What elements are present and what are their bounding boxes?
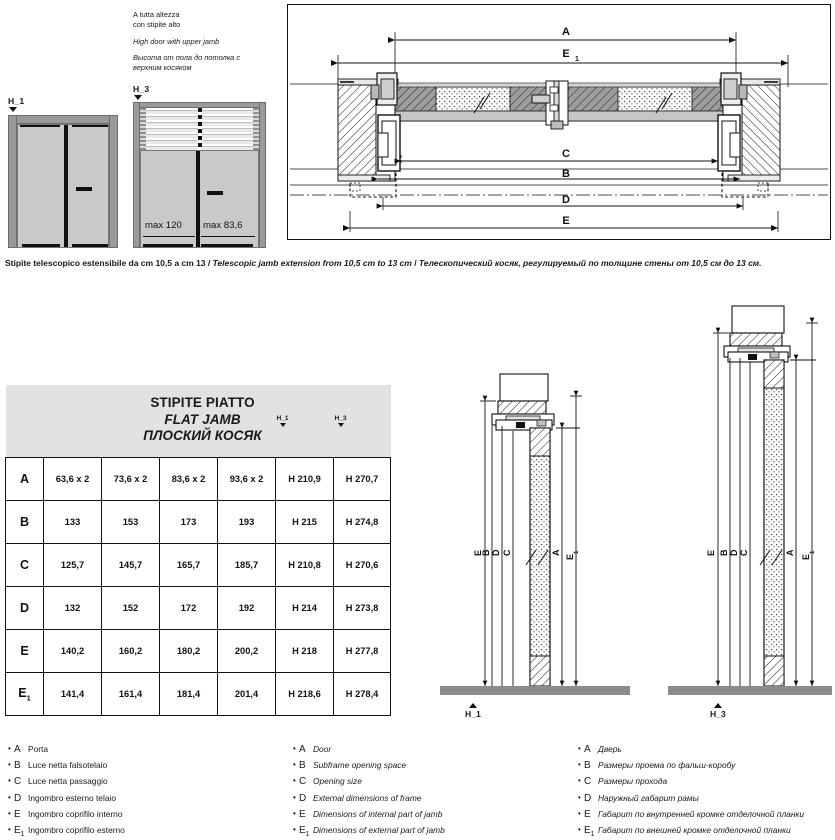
legend-text: Dimensions of internal part of jamb xyxy=(313,808,443,819)
legend-text: Дверь xyxy=(598,744,622,754)
flat-jamb-spec-table xyxy=(5,385,390,716)
table-cell: 165,7 xyxy=(160,544,218,587)
legend-text: Размеры проема по фальш-коробу xyxy=(598,760,736,771)
table-cell: 145,7 xyxy=(102,544,160,587)
table-cell: H 218 xyxy=(276,630,334,673)
bullet-icon: • xyxy=(8,760,11,770)
table-cell: H 270,6 xyxy=(334,544,391,587)
table-cell: 125,7 xyxy=(44,544,102,587)
table-col-marker-h3 xyxy=(320,415,362,427)
v1-dim-C: C xyxy=(502,549,512,556)
legend-item xyxy=(293,823,573,840)
v1-dim-D: D xyxy=(491,549,501,556)
legend-text: Наружный габарит рамы xyxy=(598,792,699,803)
legend-item xyxy=(578,791,835,807)
legend-english xyxy=(293,742,573,840)
legend-item xyxy=(293,791,573,807)
door1-top-shadow-right xyxy=(72,125,108,127)
legend-italian xyxy=(8,742,288,840)
table-cell: 153 xyxy=(102,501,160,544)
dim-label-E1-top-sub: 1 xyxy=(575,56,579,63)
door2-panels xyxy=(140,150,259,248)
bullet-icon: • xyxy=(8,824,11,834)
vertical-section-1-foot-label: H_1 xyxy=(465,709,481,719)
v2-dim-C: C xyxy=(739,549,749,556)
bullet-icon: • xyxy=(578,808,581,818)
legend-key: C xyxy=(584,776,592,788)
down-triangle-icon xyxy=(280,423,286,427)
table-row-key: A xyxy=(6,458,44,501)
legend-key: E xyxy=(299,808,306,820)
legend-key: E xyxy=(14,808,21,820)
table-cell: H 210,9 xyxy=(276,458,334,501)
door1-bottom-left xyxy=(22,244,60,247)
door1-frame-top xyxy=(8,115,118,124)
bullet-icon: • xyxy=(8,792,11,802)
bullet-icon: • xyxy=(578,824,581,834)
up-triangle-icon xyxy=(469,703,477,708)
bullet-icon: • xyxy=(578,744,581,753)
table-cell: 172 xyxy=(160,587,218,630)
legend-item xyxy=(8,774,288,790)
legend-item xyxy=(8,823,288,840)
door2-bottom-left xyxy=(143,244,193,247)
legend-key: D xyxy=(584,792,592,804)
legend-key: A xyxy=(584,744,591,755)
legend-key: D xyxy=(299,792,307,804)
table-cell: H 278,4 xyxy=(334,673,391,716)
legend-key: $E_1$ xyxy=(584,824,595,838)
bullet-icon: • xyxy=(293,744,296,753)
table-cell: 133 xyxy=(44,501,102,544)
table-row-key: D xyxy=(6,587,44,630)
legend-key: $E_1$ xyxy=(299,824,310,838)
table-body xyxy=(6,458,391,716)
v1-dim-E: E xyxy=(473,549,483,556)
legend-text: External dimensions of frame xyxy=(313,792,422,803)
door2-center-split xyxy=(196,151,200,247)
table-cell: 185,7 xyxy=(218,544,276,587)
legend-russian xyxy=(578,742,835,840)
table-row xyxy=(6,673,391,716)
door1-top-shadow-left xyxy=(20,125,60,127)
v1-dim-B: B xyxy=(481,549,491,556)
vertical-section-2-svg xyxy=(660,288,835,728)
legend-text: Габарит по внешней кромке отделочной планки xyxy=(598,824,791,835)
door1-panels xyxy=(17,124,109,248)
table-cell: 132 xyxy=(44,587,102,630)
legend-key: E xyxy=(584,808,591,820)
table-cell: 93,6 x 2 xyxy=(218,458,276,501)
blind-post-center xyxy=(198,108,202,150)
caption-ru: Телескопический косяк, регулируемый по толщине стены от 10,5 см до 13 см. xyxy=(418,258,762,268)
bullet-icon: • xyxy=(8,808,11,818)
down-triangle-icon xyxy=(134,95,142,100)
legend-text: Ingombro coprifilo esterno xyxy=(28,824,125,835)
legend-text: Opening size xyxy=(313,776,362,787)
table-cell: 192 xyxy=(218,587,276,630)
caption-sep-1: / xyxy=(205,258,213,268)
vertical-section-2-foot-label: H_3 xyxy=(710,709,726,719)
table-cell: 63,6 x 2 xyxy=(44,458,102,501)
down-triangle-icon xyxy=(9,107,17,112)
table-row xyxy=(6,630,391,673)
bullet-icon: • xyxy=(293,808,296,818)
telescopic-jamb-caption xyxy=(5,258,833,268)
max-right-label: max 83,6 xyxy=(203,220,243,231)
legend-key: D xyxy=(14,792,22,804)
caption-it: Stipite telescopico estensibile da cm 10,5 a cm 13 xyxy=(5,258,206,268)
vertical-section-2-foot-marker xyxy=(710,703,726,719)
table-cell: 140,2 xyxy=(44,630,102,673)
note-ru-line1: Высота от пола до потолка с xyxy=(133,53,241,63)
note-ru-line2: верхним косяком xyxy=(133,63,192,73)
door2-handle-icon xyxy=(207,191,223,195)
table-row-key: C xyxy=(6,544,44,587)
v1-dim-A: A xyxy=(551,549,561,556)
door2-upper-jamb-blinds xyxy=(140,108,259,150)
table-cell: H 270,7 xyxy=(334,458,391,501)
dim-label-B: B xyxy=(562,168,570,180)
table-cell: 73,6 x 2 xyxy=(102,458,160,501)
note-it-line2: con stipite alto xyxy=(133,19,181,29)
v2-dim-D: D xyxy=(729,549,739,556)
right-jamb-assembly xyxy=(718,73,780,197)
door1-frame-right xyxy=(109,115,118,248)
door2-dim-line-right xyxy=(201,236,255,237)
horizontal-section-svg xyxy=(288,5,830,239)
bullet-icon: • xyxy=(293,760,296,770)
door1-bottom-right xyxy=(72,244,108,247)
door1-height-marker xyxy=(8,96,24,112)
table-cell: H 210,8 xyxy=(276,544,334,587)
table-title-it: STIPITE PIATTO xyxy=(150,395,255,410)
legend-item xyxy=(293,807,573,823)
legend-key: A xyxy=(299,744,306,755)
legend-text: Porta xyxy=(28,744,49,754)
v1-dim-E1-sub: 1 xyxy=(574,550,580,554)
legend-key: C xyxy=(299,776,307,788)
legend-item xyxy=(8,807,288,823)
v2-dim-E1-sub: 1 xyxy=(810,550,816,554)
vertical-section-1-foot-marker xyxy=(465,703,481,719)
caption-en: Telescopic jamb extension from 10,5 cm to 13 cm xyxy=(212,258,412,268)
dim-label-E1-top: E xyxy=(562,48,570,60)
v2-dim-B: B xyxy=(719,549,729,556)
door1-frame-left xyxy=(8,115,17,248)
bullet-icon: • xyxy=(578,760,581,770)
v2-dim-E: E xyxy=(706,549,716,556)
door2-frame-right xyxy=(259,102,266,248)
table-col-marker-h3-label: H_3 xyxy=(334,415,347,422)
table-row-key: E xyxy=(6,630,44,673)
bullet-icon: • xyxy=(293,792,296,802)
left-jamb-assembly xyxy=(338,73,400,197)
legend-item xyxy=(578,823,835,840)
legend-text: Luce netta passaggio xyxy=(28,776,108,787)
legend-text: Dimensions of external part of jamb xyxy=(313,824,445,835)
table-row xyxy=(6,501,391,544)
table-cell: 161,4 xyxy=(102,673,160,716)
bullet-icon: • xyxy=(8,744,11,753)
legend-text: Габарит по внутренней кромке отделочной планки xyxy=(598,808,805,819)
table-col-marker-h1 xyxy=(262,415,304,427)
note-it-line1: A tutta altezza xyxy=(133,10,180,19)
door1-handle-icon xyxy=(76,187,92,191)
table-row-key: B xyxy=(6,501,44,544)
dim-label-D: D xyxy=(562,194,570,206)
table-cell: 201,4 xyxy=(218,673,276,716)
door2-dim-line-left xyxy=(143,236,195,237)
horizontal-cross-section-drawing xyxy=(287,4,831,240)
legend-item xyxy=(8,742,288,758)
legend-key: A xyxy=(14,744,21,755)
door2-frame-left xyxy=(133,102,140,248)
table-cell: H 274,8 xyxy=(334,501,391,544)
table-title-en: FLAT JAMB xyxy=(164,411,241,427)
table-row xyxy=(6,458,391,501)
legend-key: $E_1$ xyxy=(14,824,25,838)
vertical-section-1-svg xyxy=(430,288,640,728)
table-row-key: $E_1$ xyxy=(6,673,44,716)
dim-label-E: E xyxy=(562,215,570,227)
table-row xyxy=(6,587,391,630)
legend-item xyxy=(293,758,573,774)
table-cell: H 215 xyxy=(276,501,334,544)
legend-item xyxy=(578,742,835,758)
vertical-section-h1-drawing xyxy=(430,288,640,728)
max-left-label: max 120 xyxy=(145,220,182,231)
down-triangle-icon xyxy=(338,423,344,427)
door-elevation-h3 xyxy=(133,102,266,248)
dim-label-A-top: A xyxy=(562,26,570,38)
bullet-icon: • xyxy=(293,824,296,834)
legend-item xyxy=(8,791,288,807)
vertical-section-h3-drawing xyxy=(660,288,835,728)
table-cell: 181,4 xyxy=(160,673,218,716)
legend-key: B xyxy=(14,760,21,772)
legend-key: B xyxy=(584,760,591,772)
table-cell: 200,2 xyxy=(218,630,276,673)
legend-text: Ingombro esterno telaio xyxy=(28,792,116,803)
legend-text: Ingombro coprifilo interno xyxy=(28,808,123,819)
blind-post-left xyxy=(140,108,146,150)
legend-text: Luce netta falsotelaio xyxy=(28,760,108,771)
table-cell: 193 xyxy=(218,501,276,544)
table-title-cell xyxy=(6,385,391,458)
legend-key: B xyxy=(299,760,306,772)
v2-dim-E1: E xyxy=(801,553,811,560)
table-row xyxy=(6,544,391,587)
legend-text: Subframe opening space xyxy=(313,760,407,771)
bullet-icon: • xyxy=(578,776,581,786)
note-en: High door with upper jamb xyxy=(133,36,220,46)
door1-center-split xyxy=(64,125,68,247)
door1-height-label: H_1 xyxy=(8,96,25,106)
legend-item xyxy=(8,758,288,774)
table-col-marker-h1-label: H_1 xyxy=(276,415,289,422)
door2-height-label: H_3 xyxy=(133,84,150,94)
table-cell: 180,2 xyxy=(160,630,218,673)
legend-item xyxy=(578,807,835,823)
legend-text: Door xyxy=(313,744,332,754)
legend-item xyxy=(293,774,573,790)
high-door-note xyxy=(133,10,283,73)
v2-dim-A: A xyxy=(785,549,795,556)
bullet-icon: • xyxy=(578,792,581,802)
blind-post-right xyxy=(253,108,259,150)
table-cell: H 277,8 xyxy=(334,630,391,673)
table-cell: 173 xyxy=(160,501,218,544)
table-cell: 160,2 xyxy=(102,630,160,673)
table-cell: H 218,6 xyxy=(276,673,334,716)
up-triangle-icon xyxy=(714,703,722,708)
door2-height-marker xyxy=(133,84,149,100)
legend-item xyxy=(293,742,573,758)
v1-dim-E1: E xyxy=(565,553,575,560)
caption-sep-2: / xyxy=(411,258,419,268)
table-cell: 83,6 x 2 xyxy=(160,458,218,501)
dim-label-C: C xyxy=(562,148,570,160)
legend-key: C xyxy=(14,776,22,788)
bullet-icon: • xyxy=(293,776,296,786)
legend-item xyxy=(578,758,835,774)
table-cell: H 273,8 xyxy=(334,587,391,630)
table-cell: 141,4 xyxy=(44,673,102,716)
legend-item xyxy=(578,774,835,790)
legend-text: Размеры прохода xyxy=(598,776,668,787)
bullet-icon: • xyxy=(8,776,11,786)
table-cell: H 214 xyxy=(276,587,334,630)
door2-bottom-right xyxy=(201,244,253,247)
table-title-ru: ПЛОСКИЙ КОСЯК xyxy=(143,428,262,444)
door-elevation-h1 xyxy=(8,115,118,248)
table-cell: 152 xyxy=(102,587,160,630)
